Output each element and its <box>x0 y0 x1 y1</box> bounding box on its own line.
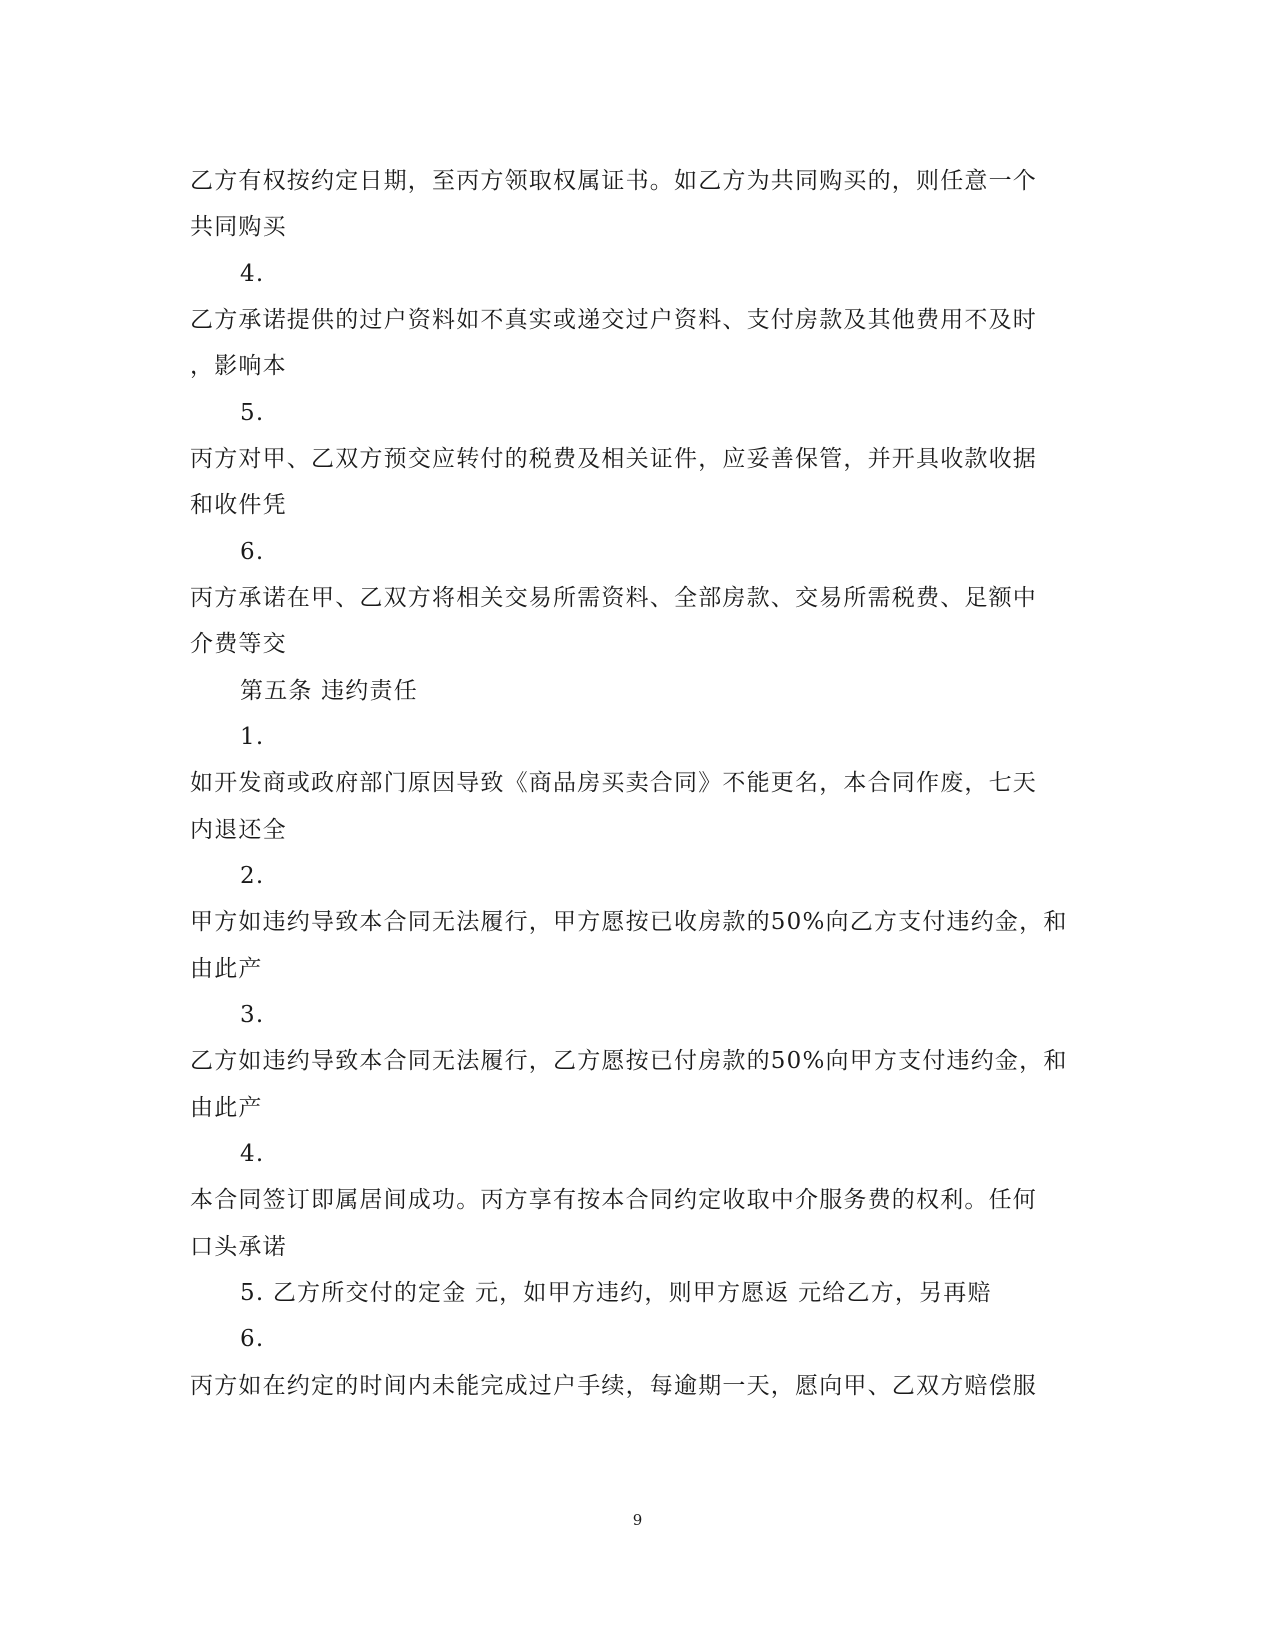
body-text-line: 丙方对甲、乙双方预交应转付的税费及相关证件，应妥善保管，并开具收款收据 <box>190 446 1037 472</box>
page-number: 9 <box>632 1511 643 1529</box>
clause-number: 5. <box>240 400 265 426</box>
clause-number: 6. <box>240 1326 265 1352</box>
body-text-line: 丙方承诺在甲、乙双方将相关交易所需资料、全部房款、交易所需税费、足额中 <box>190 585 1037 611</box>
body-text-line: 乙方如违约导致本合同无法履行，乙方愿按已付房款的50%向甲方支付违约金，和 <box>190 1048 1068 1074</box>
body-text-line: 乙方有权按约定日期，至丙方领取权属证书。如乙方为共同购买的，则任意一个 <box>190 168 1037 194</box>
clause-number: 6. <box>240 539 265 565</box>
body-text-line: 本合同签订即属居间成功。丙方享有按本合同约定收取中介服务费的权利。任何 <box>190 1187 1037 1213</box>
body-text-line: 共同购买 <box>190 214 287 240</box>
body-text-line: 和收件凭 <box>190 492 287 518</box>
body-text-line: 由此产 <box>190 1095 263 1121</box>
body-text-line: 乙方承诺提供的过户资料如不真实或递交过户资料、支付房款及其他费用不及时 <box>190 307 1037 333</box>
clause-number: 1. <box>240 724 265 750</box>
body-text-line: 甲方如违约导致本合同无法履行，甲方愿按已收房款的50%向乙方支付违约金，和 <box>190 909 1068 935</box>
section-heading: 第五条 违约责任 <box>240 678 418 704</box>
clause-number: 4. <box>240 1141 265 1167</box>
clause-number: 4. <box>240 261 265 287</box>
body-text-line: 丙方如在约定的时间内未能完成过户手续，每逾期一天，愿向甲、乙双方赔偿服 <box>190 1373 1037 1399</box>
body-text-line: ，影响本 <box>190 353 287 379</box>
body-text-line: 口头承诺 <box>190 1234 287 1260</box>
body-text-line: 介费等交 <box>190 631 287 657</box>
body-text-line: 内退还全 <box>190 817 287 843</box>
clause-number: 3. <box>240 1002 265 1028</box>
body-text-line: 由此产 <box>190 956 263 982</box>
body-text-line: 如开发商或政府部门原因导致《商品房买卖合同》不能更名，本合同作废，七天 <box>190 770 1037 796</box>
clause-number: 2. <box>240 863 265 889</box>
body-text-line: 5. 乙方所交付的定金 元，如甲方违约，则甲方愿返 元给乙方，另再赔 <box>240 1280 992 1306</box>
